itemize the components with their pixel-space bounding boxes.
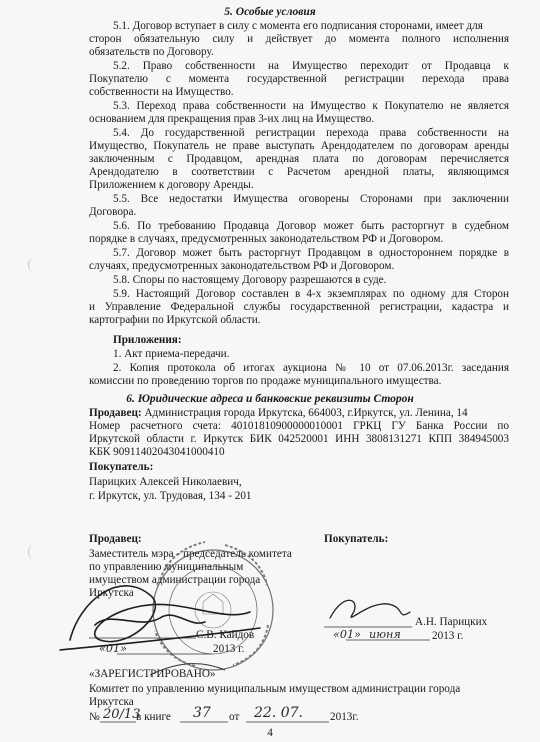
seller-signature <box>60 586 260 650</box>
page-number: 4 <box>267 727 273 739</box>
clause-5-5-line-1: 5.5. Все недостатки Имущества оговорены Сторонами при заключении <box>113 193 509 205</box>
seller-details-line-4: КБК 90911402043041000410 <box>89 446 225 458</box>
signature-seller-label: Продавец: <box>89 533 142 545</box>
clause-5-2-line-1: 5.2. Право собственности на Имущество переходит от Продавца к <box>113 60 509 72</box>
buyer-label: Покупатель: <box>89 461 154 473</box>
clause-5-5-line-2: Договора. <box>89 206 137 218</box>
section-6-title: 6. Юридические адреса и банковские реквизиты Сторон <box>126 393 414 405</box>
seller-sign-date-day: «01» <box>99 642 127 655</box>
seller-details-line-1: Продавец: Администрация города Иркутска, 664003, г.Иркутск, ул. Ленина, 14 <box>89 407 468 419</box>
clause-5-1-line-1: 5.1. Договор вступает в силу с момента его подписания сторонами, имеет для <box>113 20 483 32</box>
clause-5-1-line-3: обязательств по Договору. <box>89 46 214 58</box>
appendix-item-1: 1. Акт приема-передачи. <box>113 348 230 360</box>
clause-5-9-line-2: и Управление Федеральной службы государственной регистрации, кадастра и <box>89 301 509 313</box>
registration-year-text: 2013г. <box>330 711 359 723</box>
clause-5-2-line-3: собственности на Имущество. <box>89 86 234 98</box>
clause-5-4-line-2: Имущество, Покупатель не праве выступать Арендодателем по договорам аренды <box>89 140 509 152</box>
clause-5-9-line-3: картографии по Иркутской области. <box>89 314 261 326</box>
registration-number-prefix: № <box>89 711 100 723</box>
clause-5-1-line-2: сторон обязательную силу и действует до момента полного исполнения <box>89 33 509 45</box>
clause-5-9-line-1: 5.9. Настоящий Договор составлен в 4-х экземплярах по одному для Сторон <box>113 288 509 300</box>
clause-5-3-line-1: 5.3. Переход права собственности на Имущество к Покупателю не является <box>113 100 509 112</box>
registration-number-handwritten: 20/13 <box>103 707 141 722</box>
registration-book-text: в книге <box>136 711 171 723</box>
clause-5-6-line-2: порядке в случаях, предусмотренных законодательством РФ и Договором. <box>89 233 444 245</box>
clause-5-4-line-4: Арендодателю в соответствии с Расчетом арендной платы, являющимся <box>89 166 509 178</box>
signature-buyer-label: Покупатель: <box>324 533 389 545</box>
seller-position-line-3: имуществом администрации города <box>89 574 261 586</box>
clause-5-4-line-5: Приложением к договору Аренды. <box>89 179 254 191</box>
registration-org-line-1: Комитет по управлению муниципальным имуществом администрации города <box>89 683 461 695</box>
clause-5-3-line-2: основанием для прекращения прав 3-их лиц на Имущество. <box>89 113 375 125</box>
clause-5-7-line-2: случаях, предусмотренных законодательством РФ и Договором. <box>89 260 395 272</box>
registered-stamp-text: «ЗАРЕГИСТРИРОВАНО» <box>89 668 216 680</box>
clause-5-6-line-1: 5.6. По требованию Продавца Договор может быть расторгнут в судебном <box>113 220 509 232</box>
registration-from-text: от <box>229 711 240 723</box>
buyer-details-line-2: г. Иркутск, ул. Трудовая, 134 - 201 <box>89 490 252 502</box>
clause-5-4-line-3: заключенным с Продавцом, арендная плата по договорам перечисляется <box>89 153 509 165</box>
buyer-sign-date-day: «01» <box>333 628 361 641</box>
seller-details-line-2: Номер расчетного счета: 40101810900000010001 ГРКЦ ГУ Банка России по <box>89 420 509 432</box>
appendix-title: Приложения: <box>113 334 182 346</box>
seller-details-line-3: Иркутской области г. Иркутск БИК 042520001 ИНН 3808131271 КПП 384945003 <box>89 433 509 445</box>
seller-signatory-name: С.В. Кайдов <box>196 629 255 641</box>
seller-position-line-2: по управлению муниципальным <box>89 561 244 573</box>
buyer-details-line-1: Парицких Алексей Николаевич, <box>89 476 242 488</box>
seller-position-line-4: Иркутска <box>89 587 134 599</box>
seller-label: Продавец: <box>89 407 142 419</box>
buyer-signatory-name: А.Н. Парицких <box>415 616 488 628</box>
clause-5-4-line-1: 5.4. До государственной регистрации перехода права собственности на <box>113 127 509 139</box>
official-seal <box>153 542 273 670</box>
buyer-signature <box>330 600 410 618</box>
buyer-sign-date-year: 2013 г. <box>432 630 464 642</box>
seller-position-line-1: Заместитель мэра - председатель комитета <box>89 548 292 560</box>
seller-sign-date-year: 2013 г. <box>213 643 245 655</box>
registration-date-handwritten: 22. 07. <box>254 705 303 721</box>
clause-5-8: 5.8. Споры по настоящему Договору разрешаются в суде. <box>113 274 387 286</box>
buyer-sign-date-month: июня <box>369 628 401 641</box>
registration-org-line-2: Иркутска <box>89 696 134 708</box>
clause-5-2-line-2: Покупателю с момента государственной регистрации перехода права <box>89 73 509 85</box>
appendix-item-2-line-1: 2. Копия протокола об итогах аукциона № 10 от 07.06.2013г. заседания <box>113 362 509 374</box>
section-5-title: 5. Особые условия <box>224 6 316 18</box>
registration-book-handwritten: 37 <box>193 705 211 721</box>
clause-5-7-line-1: 5.7. Договор может быть расторгнут Продавцом в одностороннем порядке в <box>113 247 509 259</box>
appendix-item-2-line-2: комиссии по проведению торгов по продаже муниципального имущества. <box>89 375 442 387</box>
